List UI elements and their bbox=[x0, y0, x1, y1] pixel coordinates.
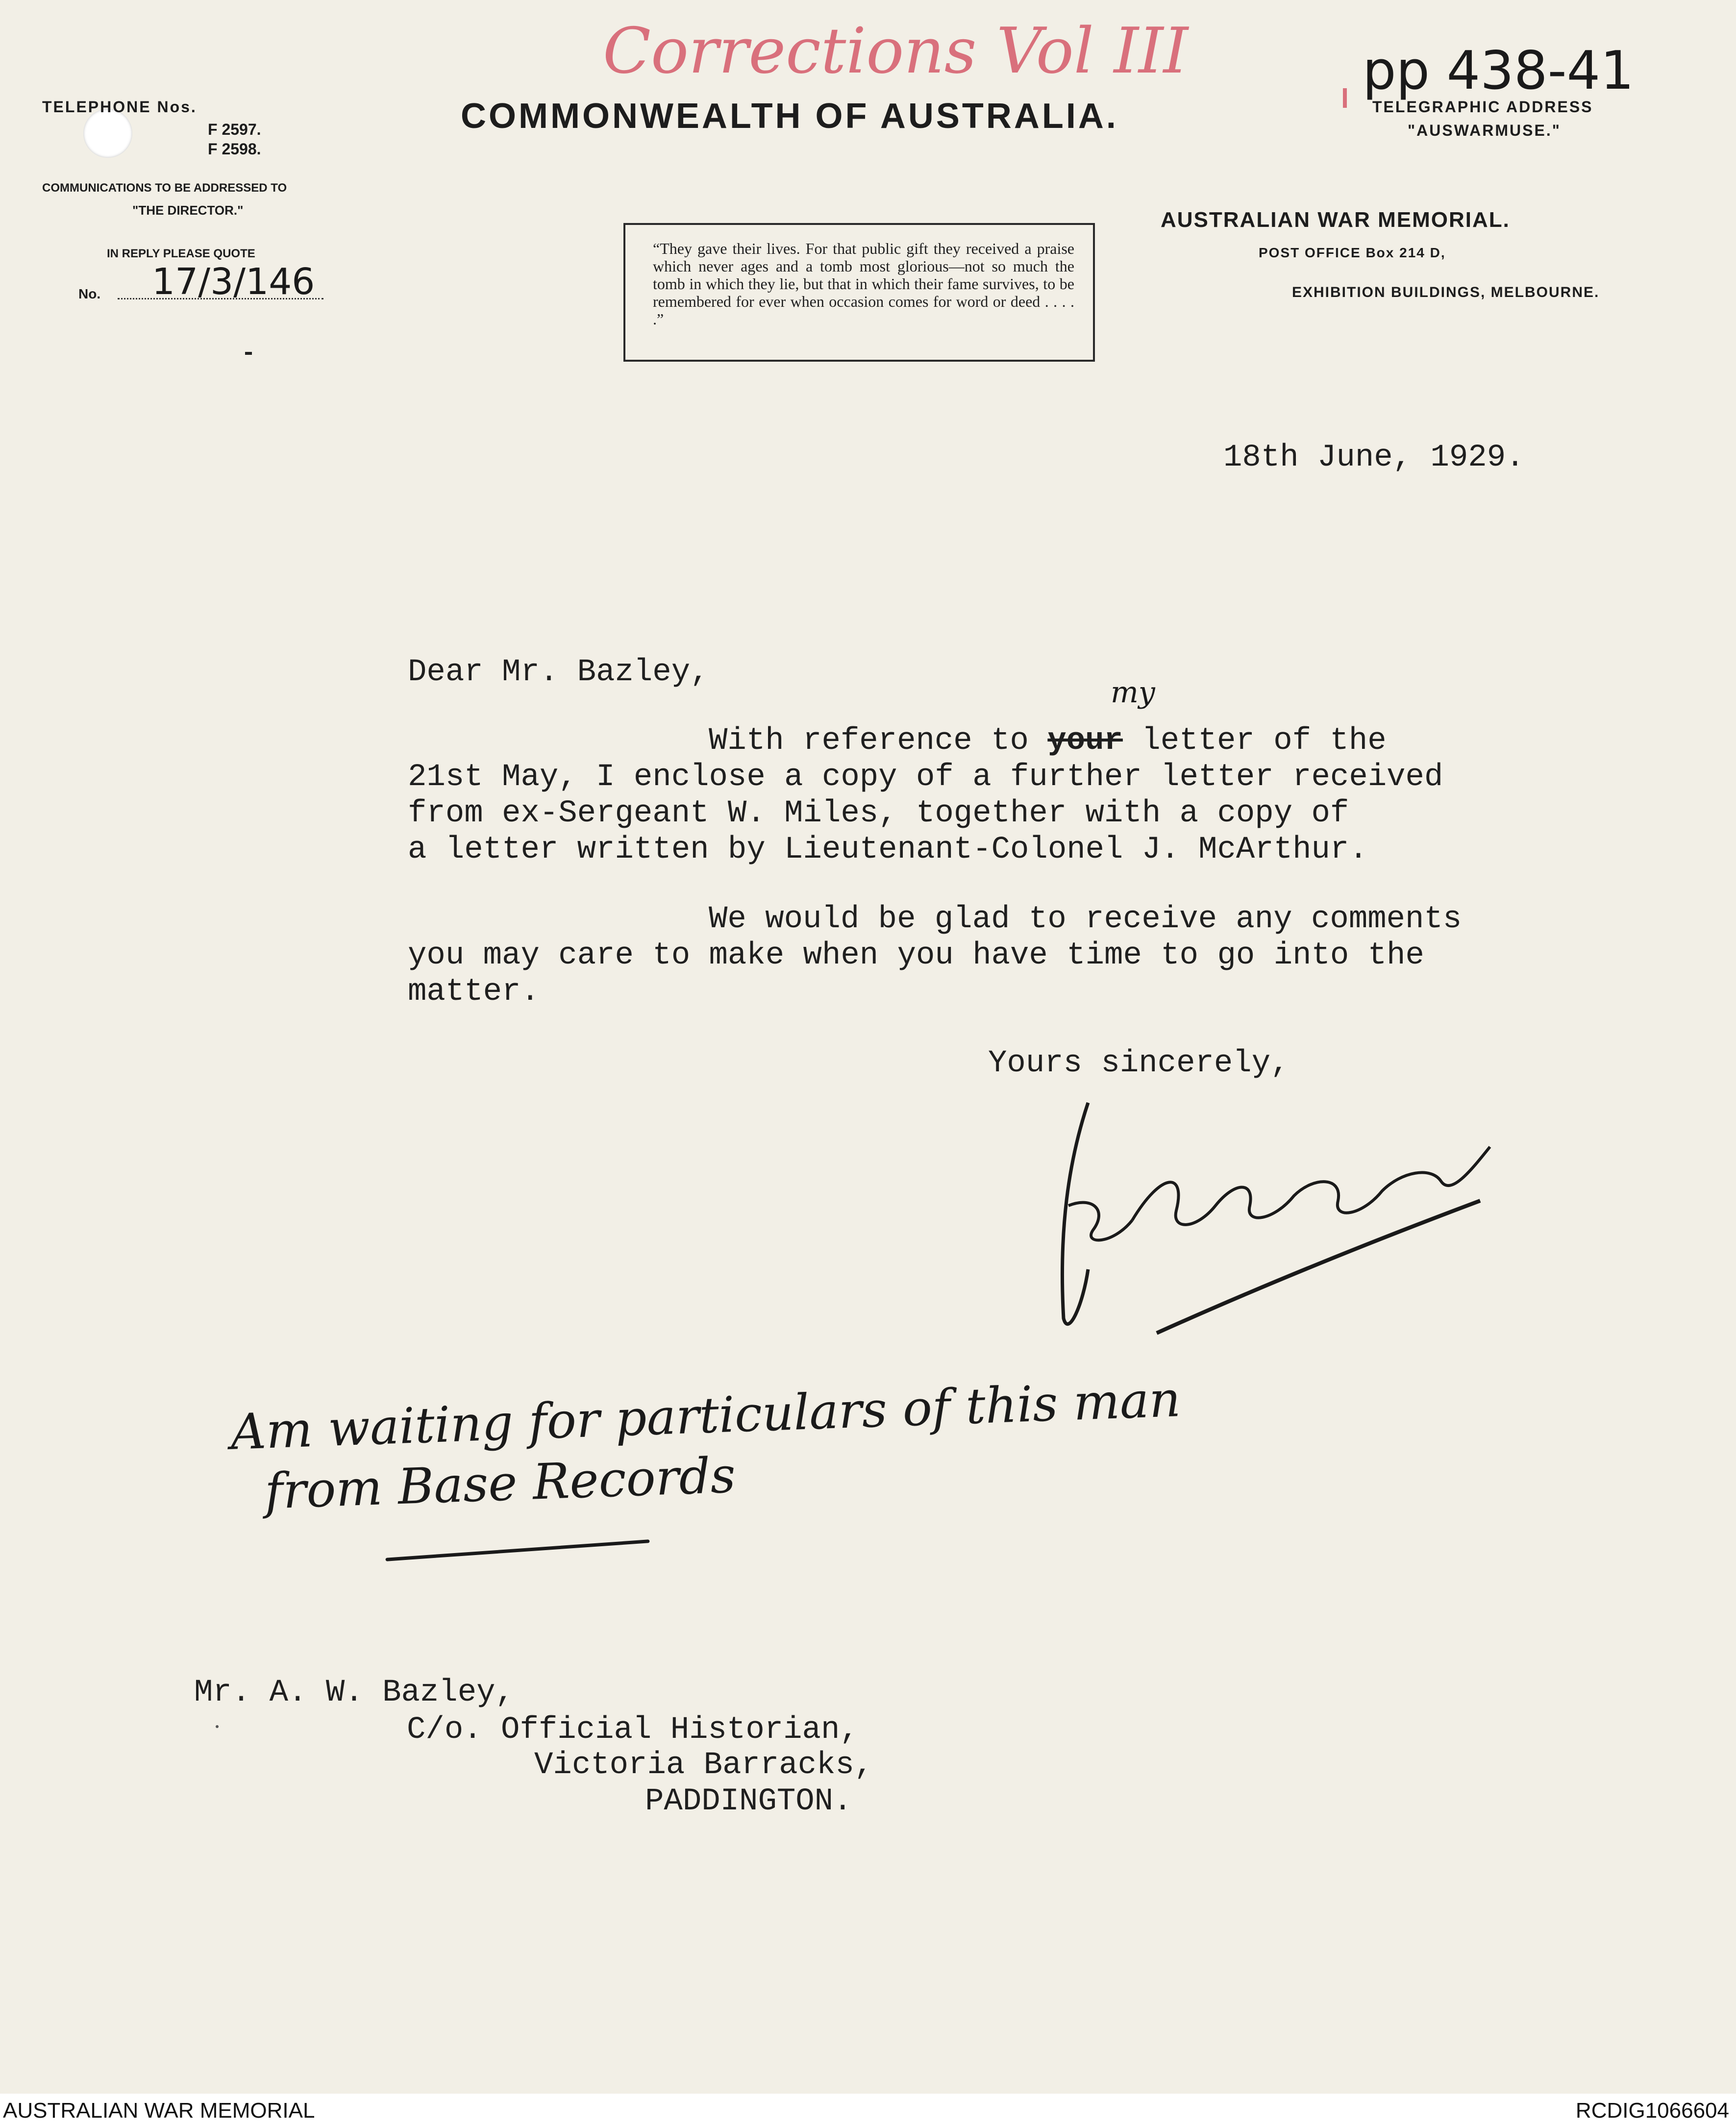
archive-footer bbox=[0, 2094, 1736, 2126]
organisation-name: AUSTRALIAN WAR MEMORIAL. bbox=[1161, 208, 1510, 232]
paragraph-2-line-1: We would be glad to receive any comments bbox=[709, 902, 1462, 937]
telegraphic-label: TELEGRAPHIC ADDRESS bbox=[1372, 98, 1593, 116]
red-pencil-mark bbox=[1343, 88, 1359, 108]
director-note: "THE DIRECTOR." bbox=[132, 203, 244, 218]
location: EXHIBITION BUILDINGS, MELBOURNE. bbox=[1292, 284, 1600, 300]
pages-annotation: pp 438-41 bbox=[1363, 40, 1634, 101]
reference-label: No. bbox=[78, 286, 101, 301]
signature bbox=[1049, 1083, 1519, 1348]
footer-source: AUSTRALIAN WAR MEMORIAL bbox=[3, 2099, 315, 2123]
margin-note-line-2: from Base Records bbox=[264, 1446, 737, 1520]
paragraph-1-line-3: from ex-Sergeant W. Miles, together with a copy of bbox=[408, 796, 1349, 831]
letter-date: 18th June, 1929. bbox=[1223, 440, 1525, 475]
paragraph-2-line-2: you may care to make when you have time to go into the bbox=[408, 938, 1424, 973]
margin-note-underline bbox=[385, 1539, 649, 1561]
reference-dotted-line bbox=[118, 298, 323, 299]
reference-number: 17/3/146 bbox=[152, 261, 315, 303]
addressee-line-3: Victoria Barracks, bbox=[534, 1748, 873, 1783]
inserted-word: my bbox=[1111, 675, 1155, 710]
telephone-number-2: F 2598. bbox=[208, 140, 261, 158]
telegraphic-address: "AUSWARMUSE." bbox=[1408, 122, 1561, 139]
telephone-number-1: F 2597. bbox=[208, 121, 261, 138]
paragraph-1-line-4: a letter written by Lieutenant-Colonel J. McArthur. bbox=[408, 832, 1368, 867]
salutation: Dear Mr. Bazley, bbox=[408, 655, 709, 690]
quote-box bbox=[623, 223, 1095, 362]
punch-hole bbox=[83, 109, 132, 158]
in-reply-note: IN REPLY PLEASE QUOTE bbox=[107, 247, 255, 260]
dash-mark bbox=[245, 352, 252, 355]
letterhead-title: COMMONWEALTH OF AUSTRALIA. bbox=[461, 97, 1118, 136]
paragraph-1-line-2: 21st May, I enclose a copy of a further letter received bbox=[408, 760, 1443, 795]
p1-line1-pre: With reference to bbox=[709, 723, 1048, 759]
addressee-line-2: C/o. Official Historian, bbox=[407, 1712, 859, 1748]
closing: Yours sincerely, bbox=[988, 1046, 1290, 1081]
ink-dot bbox=[216, 1725, 219, 1728]
po-box: POST OFFICE Box 214 D, bbox=[1259, 245, 1446, 260]
telephone-label: TELEPHONE Nos. bbox=[42, 98, 197, 116]
addressee-line-1: Mr. A. W. Bazley, bbox=[194, 1675, 514, 1710]
struck-word: your bbox=[1047, 723, 1123, 759]
signature-text bbox=[1127, 1323, 1130, 1324]
p1-line1-post: letter of the bbox=[1122, 723, 1387, 759]
paragraph-1-line-1 bbox=[709, 723, 1387, 759]
margin-note-line-1: Am waiting for particulars of this man bbox=[229, 1370, 1182, 1461]
addressee-line-4: PADDINGTON. bbox=[645, 1784, 852, 1819]
quote-text: “They gave their lives. For that public gift they received a praise which never ages and a tomb most glorious—not so much the tomb in which they lie, but that in which their fame survives, to be remembered for ever when occasion comes for word or deed . . . . .” bbox=[653, 240, 1074, 328]
communications-note: COMMUNICATIONS TO BE ADDRESSED TO bbox=[42, 181, 287, 195]
footer-id: RCDIG1066604 bbox=[1575, 2099, 1729, 2123]
corrections-annotation: Corrections Vol III bbox=[603, 15, 1189, 88]
paragraph-2-line-3: matter. bbox=[408, 974, 540, 1010]
